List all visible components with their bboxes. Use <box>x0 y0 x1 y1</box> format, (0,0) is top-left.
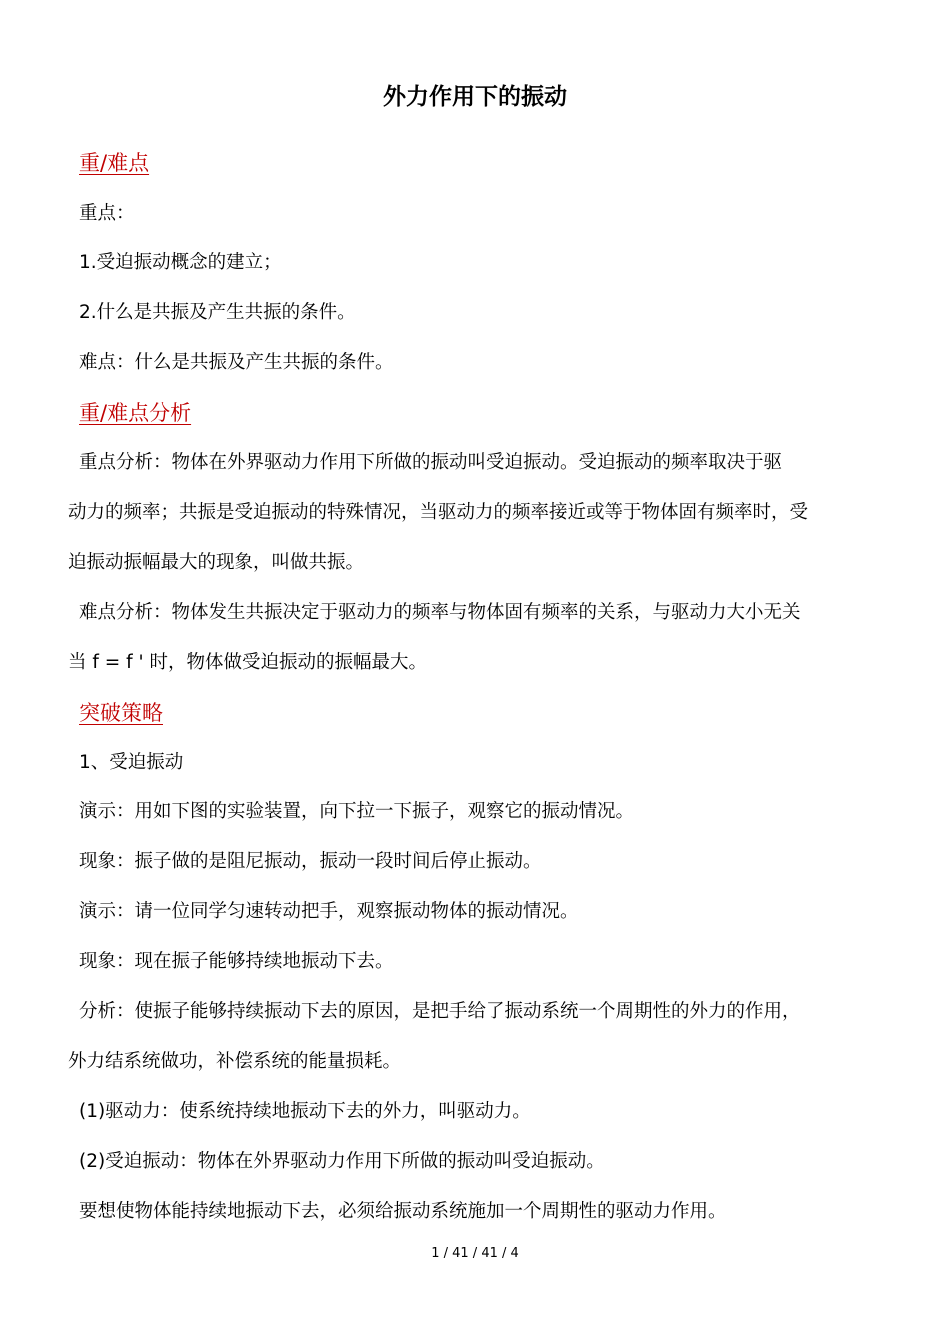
section-heading-analysis: 重/难点分析 <box>79 401 192 425</box>
paragraph-line: 演示：用如下图的实验装置，向下拉一下振子，观察它的振动情况。 <box>79 801 635 822</box>
paragraph-line: 1、受迫振动 <box>79 752 184 773</box>
paragraph-line: 迫振动振幅最大的现象，叫做共振。 <box>68 552 365 573</box>
paragraph-line: 现象：现在振子能够持续地振动下去。 <box>79 951 394 972</box>
paragraph-line: 重点： <box>79 203 135 224</box>
paragraph-line: (1)驱动力：使系统持续地振动下去的外力，叫驱动力。 <box>79 1101 531 1122</box>
page-footer: 1 / 41 / 41 / 4 <box>431 1246 519 1261</box>
section-heading-key-points: 重/难点 <box>79 151 150 175</box>
document-title: 外力作用下的振动 <box>383 84 567 110</box>
paragraph-line: (2)受迫振动：物体在外界驱动力作用下所做的振动叫受迫振动。 <box>79 1151 605 1172</box>
paragraph-line: 难点分析：物体发生共振决定于驱动力的频率与物体固有频率的关系，与驱动力大小无关 <box>79 602 801 623</box>
paragraph-line: 要想使物体能持续地振动下去，必须给振动系统施加一个周期性的驱动力作用。 <box>79 1201 727 1222</box>
paragraph-line: 外力结系统做功，补偿系统的能量损耗。 <box>68 1051 402 1072</box>
paragraph-line: 2.什么是共振及产生共振的条件。 <box>79 302 356 323</box>
paragraph-line: 演示：请一位同学匀速转动把手，观察振动物体的振动情况。 <box>79 901 579 922</box>
paragraph-line-formula: 当 f = f ' 时，物体做受迫振动的振幅最大。 <box>68 652 428 673</box>
paragraph-line: 现象：振子做的是阻尼振动，振动一段时间后停止振动。 <box>79 851 542 872</box>
paragraph-line: 分析：使振子能够持续振动下去的原因，是把手给了振动系统一个周期性的外力的作用， <box>79 1001 801 1022</box>
section-heading-strategy: 突破策略 <box>79 701 163 725</box>
paragraph-line: 1.受迫振动概念的建立； <box>79 252 282 273</box>
paragraph-line: 重点分析：物体在外界驱动力作用下所做的振动叫受迫振动。受迫振动的频率取决于驱 <box>79 452 783 473</box>
paragraph-line: 动力的频率；共振是受迫振动的特殊情况，当驱动力的频率接近或等于物体固有频率时，受 <box>68 502 809 523</box>
paragraph-line: 难点：什么是共振及产生共振的条件。 <box>79 352 394 373</box>
